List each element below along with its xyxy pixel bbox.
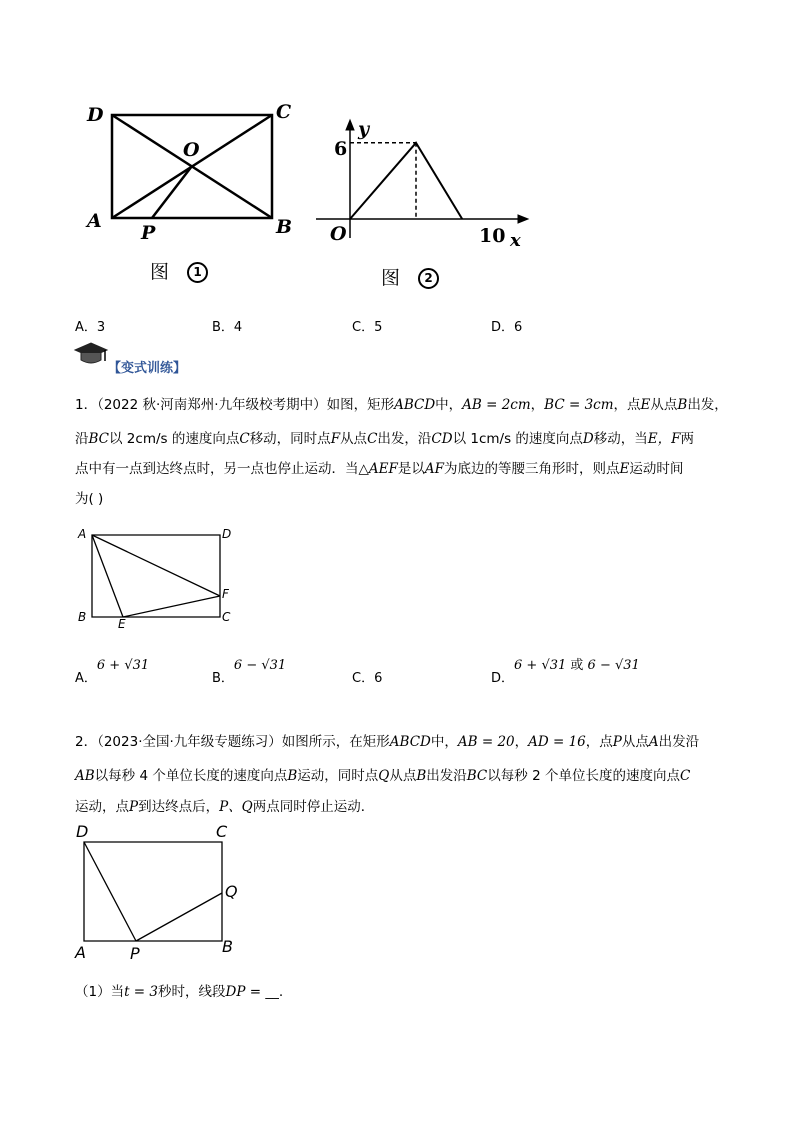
q1-fig-label-d: D [222,527,232,541]
q2-point-p: P [612,734,622,750]
q2-rect-name: ABCD [389,734,431,750]
q2-fig-label-q: Q [225,882,238,901]
fig1-caption-text: 图 [150,261,170,283]
q2-diagram [70,830,250,950]
q1-line-2 [75,424,735,454]
fig1-label-c: C [276,101,292,123]
q1-l2-f: 以 1cm/s 的速度向点 [452,431,583,447]
q1-l2-b: 以 2cm/s 的速度向点 [109,431,240,447]
q1-option-a-letter: A． [75,671,97,686]
series-line [350,143,462,219]
q1-cd-seg: CD [431,431,453,447]
q1-fig-label-f: F [222,587,229,601]
q2-line-3 [75,792,735,822]
q1-option-c[interactable]: C．6 [352,671,383,686]
q0-option-a[interactable]: A．3 [75,320,106,335]
q1-points-ef: E，F [647,431,681,447]
q2-segment-pq [136,893,222,941]
q1-triangle-aef: AEF [368,461,398,477]
figure-1-diagram [0,0,300,260]
q2-l2-a: 以每秒 4 个单位长度的速度向点 [94,768,288,784]
q2-ab: AB = 20 [457,734,515,750]
q2-text-2: ， [514,734,529,750]
q1-fig-label-a: A [78,527,87,541]
q2-text-1: 中， [430,734,458,750]
q2-sub1-blank: = __. [245,984,284,1000]
q1-option-d-value-1: 6 + √31 [514,658,567,673]
fig1-label-d: D [87,104,104,126]
fig2-origin-label: O [330,223,347,245]
q2-segment-dp [84,842,136,941]
fig1-label-a: A [87,210,102,232]
q1-l3-d: 运动时间 [629,461,684,477]
q1-l2-c: 移动，同时点 [249,431,331,447]
q0-option-d[interactable]: D．6 [491,320,523,335]
q2-l2-b: 运动，同时点 [297,768,379,784]
q1-option-d-or: 或 [566,658,588,673]
fig2-number: 2 [418,268,439,289]
q1-point-e2: E [619,461,630,477]
q2-l3-c: 两点同时停止运动． [252,799,375,815]
q1-line-3 [75,454,735,484]
fig2-caption [381,263,439,290]
q1-bc-seg: BC [88,431,110,447]
x-axis-arrow [518,215,528,223]
q2-point-b2: B [416,768,427,784]
fig2-y-axis-label: y [358,118,370,140]
q2-point-b: B [287,768,298,784]
fig1-label-p: P [141,222,156,244]
q1-l3-a: 点中有一点到达终点时，另一点也停止运动．当△ [75,461,369,477]
q2-sub1-a: （1）当 [75,984,125,1000]
q1-l2-h: 两 [680,431,694,447]
fig2-x-tick-10: 10 [479,225,506,247]
q1-text-3: ，点 [613,397,641,413]
q2-point-q: Q [378,768,390,784]
q1-ab: AB = 2cm [462,397,531,413]
q1-rect-name: ABCD [394,397,436,413]
q1-option-d[interactable] [491,654,640,686]
q2-source: （2023·全国·九年级专题练习）如图所示，在矩形 [97,734,390,750]
q1-text-2: ， [530,397,545,413]
q2-l3-b: 到达终点后， [138,799,220,815]
q1-point-e: E [640,397,651,413]
q2-text-4: 从点 [621,734,649,750]
fig2-x-axis-label: x [510,230,521,251]
q1-text-1: 中， [435,397,463,413]
q1-text-4: 从点 [650,397,678,413]
q2-text-5: 出发沿 [658,734,700,750]
q1-option-b-letter: B． [212,671,234,686]
q2-line-2 [75,761,735,791]
fig2-y-tick-6: 6 [334,138,348,160]
q1-l2-e: 出发，沿 [377,431,432,447]
q1-l3-b: 是以 [397,461,425,477]
q2-ab-seg: AB [75,768,95,784]
fig1-number: 1 [187,262,208,283]
q2-points-pq: P、Q [219,799,253,815]
fig2-caption-text: 图 [381,267,401,289]
q2-fig-label-a: A [75,943,86,962]
q2-fig-label-b: B [222,937,233,956]
q2-l2-c: 从点 [389,768,417,784]
segment-op [152,166,192,218]
q2-l2-e: 以每秒 2 个单位长度的速度向点 [487,768,680,784]
q1-af-seg: AF [424,461,444,477]
fig1-label-b: B [276,216,293,238]
q2-point-c: C [679,768,691,784]
q2-line-1 [75,727,735,757]
q2-rectangle [84,842,222,941]
q1-source: （2022 秋·河南郑州·九年级校考期中）如图，矩形 [97,397,395,413]
q1-point-c2: C [367,431,378,447]
q1-segment-ef [123,596,220,617]
q1-rectangle [92,535,220,617]
q1-point-f: F [330,431,341,447]
q2-fig-label-p: P [130,944,140,963]
q2-l2-d: 出发沿 [426,768,467,784]
q1-option-a[interactable] [75,654,150,686]
q1-point-b: B [677,397,688,413]
q1-option-d-value-2: 6 − √31 [587,658,640,673]
q2-fig-label-d: D [76,822,89,841]
fig1-label-o: O [183,139,200,161]
q1-l2-g: 移动，当 [593,431,648,447]
q2-sub-question-1 [75,977,735,1007]
q2-sub1-b: 秒时，线段 [158,984,226,1000]
q1-fig-label-c: C [222,610,231,624]
q0-option-c[interactable]: C．5 [352,320,383,335]
q2-sub1-t: t = 3 [124,984,159,1000]
q2-point-a: A [648,734,659,750]
graduation-cap-icon [73,341,109,367]
q1-line-1 [75,390,735,420]
q2-number: 2． [75,734,98,750]
q1-option-a-value: 6 + √31 [96,658,150,673]
fig1-caption [150,257,208,284]
q1-option-b[interactable] [212,654,287,686]
q1-point-d: D [582,431,594,447]
q2-bc-seg: BC [466,768,488,784]
section-title: 【变式训练】 [108,361,187,376]
q1-text-5: 出发， [687,397,728,413]
q1-l2-d: 从点 [340,431,368,447]
q1-option-b-value: 6 − √31 [233,658,287,673]
q1-bc: BC = 3cm [544,397,614,413]
q2-text-3: ，点 [585,734,613,750]
q1-line-4 [75,484,735,514]
q1-diagram [80,525,240,635]
q1-answer-blank: 为( ) [75,491,104,507]
q1-l2-a: 沿 [75,431,89,447]
q1-number: 1． [75,397,98,413]
q1-fig-label-e: E [118,617,126,631]
q2-fig-label-c: C [216,822,228,841]
q2-l3-a: 运动，点 [75,799,129,815]
q2-ad: AD = 16 [528,734,586,750]
q0-option-b[interactable]: B．4 [212,320,243,335]
q1-l3-c: 为底边的等腰三角形时，则点 [444,461,620,477]
q2-point-p2: P [129,799,139,815]
q1-fig-label-b: B [78,610,87,624]
q1-point-c: C [239,431,250,447]
q2-sub1-dp: DP [225,984,246,1000]
q1-option-d-letter: D． [491,671,515,686]
y-axis-arrow [346,120,354,130]
